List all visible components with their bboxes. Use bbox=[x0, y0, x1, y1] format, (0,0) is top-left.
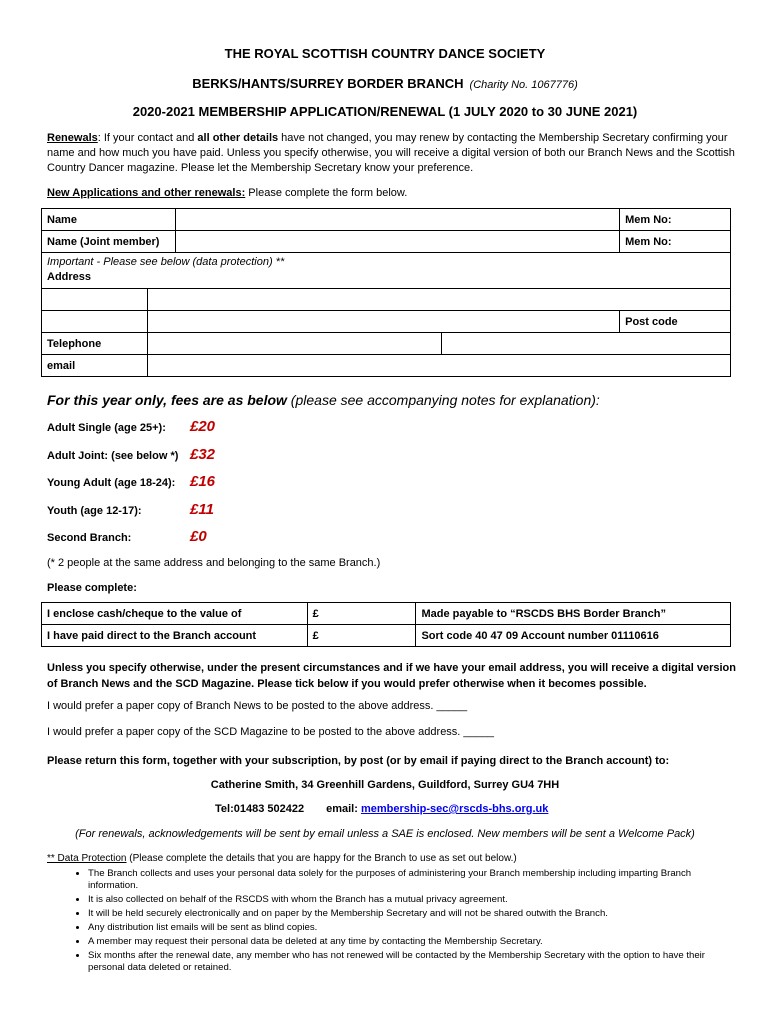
fee-label: Adult Joint: (see below *) bbox=[47, 450, 179, 462]
name-field[interactable] bbox=[175, 209, 619, 231]
list-item: • The Branch collects and uses your personal data solely for the purposes of administering your Branch membership including imparting Branch information. bbox=[88, 868, 728, 892]
renewals-paragraph bbox=[47, 131, 737, 176]
data-protection-heading bbox=[47, 853, 517, 864]
fee-row bbox=[47, 528, 207, 545]
fees-heading-rest: (please see accompanying notes for explanation): bbox=[286, 392, 600, 408]
name-label: Name bbox=[42, 209, 176, 231]
form-title: 2020-2021 MEMBERSHIP APPLICATION/RENEWAL (1 JULY 2020 to 30 JUNE 2021) bbox=[132, 104, 638, 119]
address-field[interactable] bbox=[147, 289, 730, 311]
branch-name: BERKS/HANTS/SURREY BORDER BRANCH bbox=[192, 76, 464, 91]
payment-cash-detail: Made payable to “RSCDS BHS Border Branch” bbox=[416, 603, 731, 625]
branch-title bbox=[0, 76, 770, 91]
fees-heading bbox=[47, 392, 600, 408]
member-details-table bbox=[41, 208, 731, 377]
list-item: • A member may request their personal data be deleted at any time by contacting the Membership Secretary. bbox=[88, 936, 728, 948]
new-applications-text: Please complete the form below. bbox=[245, 187, 408, 199]
return-address: Catherine Smith, 34 Greenhill Gardens, Guildford, Surrey GU4 7HH bbox=[210, 779, 560, 791]
return-telephone: Tel:01483 502422 bbox=[215, 803, 305, 815]
address-label: Address bbox=[47, 271, 92, 283]
return-instruction: Please return this form, together with your subscription, by post (or by email if paying direct to the Branch account) to: bbox=[47, 755, 670, 767]
data-protection-label: ** Data Protection bbox=[47, 853, 127, 864]
telephone-label: Telephone bbox=[42, 333, 148, 355]
charity-number: (Charity No. 1067776) bbox=[469, 79, 578, 91]
email-label: email bbox=[42, 355, 148, 377]
email-field[interactable] bbox=[147, 355, 730, 377]
address-blank-cell bbox=[42, 289, 148, 311]
list-item: • Six months after the renewal date, any member who has not renewed will be contacted by the Membership Secretary with the option to have their personal data deleted or retained. bbox=[88, 950, 728, 974]
please-complete-label: Please complete: bbox=[47, 582, 137, 594]
list-item: • It is also collected on behalf of the RSCDS with whom the Branch has a mutual privacy agreement. bbox=[88, 894, 728, 906]
payment-cash-label: I enclose cash/cheque to the value of bbox=[42, 603, 308, 625]
return-email-link[interactable]: membership-sec@rscds-bhs.org.uk bbox=[360, 803, 549, 815]
fees-heading-bold: For this year only, fees are as below bbox=[47, 392, 287, 408]
fee-amount: £20 bbox=[190, 418, 216, 435]
address-line-field[interactable] bbox=[147, 311, 619, 333]
renewals-label: Renewals bbox=[47, 132, 98, 144]
postcode-blank-cell bbox=[42, 311, 148, 333]
acknowledgement-note: (For renewals, acknowledgements will be sent by email unless a SAE is enclosed. New members will be sent a Welcome Pack) bbox=[75, 828, 695, 840]
payment-direct-label: I have paid direct to the Branch account bbox=[42, 625, 308, 647]
joint-name-field[interactable] bbox=[175, 231, 619, 253]
joint-mem-no-label: Mem No: bbox=[620, 231, 731, 253]
fee-row bbox=[47, 501, 214, 518]
paper-magazine-option[interactable]: I would prefer a paper copy of the SCD Magazine to be posted to the above address. _____ bbox=[47, 726, 495, 738]
postcode-label: Post code bbox=[620, 311, 731, 333]
fees-footnote: (* 2 people at the same address and belonging to the same Branch.) bbox=[47, 557, 381, 569]
telephone-field-2[interactable] bbox=[442, 333, 731, 355]
new-applications-label: New Applications and other renewals: bbox=[47, 187, 246, 199]
fee-amount: £0 bbox=[190, 528, 207, 545]
payment-cash-amount-field[interactable]: £ bbox=[307, 603, 416, 625]
fee-label: Youth (age 12-17): bbox=[47, 505, 142, 517]
mem-no-label: Mem No: bbox=[620, 209, 731, 231]
data-protection-intro: (Please complete the details that you are happy for the Branch to use as set out below.) bbox=[126, 853, 517, 864]
fee-row bbox=[47, 473, 216, 490]
fee-row bbox=[47, 446, 216, 463]
return-contact bbox=[215, 803, 548, 815]
joint-name-label: Name (Joint member) bbox=[42, 231, 176, 253]
telephone-field[interactable] bbox=[147, 333, 442, 355]
paper-news-option[interactable]: I would prefer a paper copy of Branch News to be posted to the above address. _____ bbox=[47, 700, 468, 712]
payment-direct-detail: Sort code 40 47 09 Account number 01110616 bbox=[416, 625, 731, 647]
fee-label: Second Branch: bbox=[47, 532, 132, 544]
digital-notice: Unless you specify otherwise, under the present circumstances and if we have your email address, you will receive a digital version of Branch News and the SCD Magazine. Please tick below if you would prefer otherwise when it becomes possible. bbox=[47, 662, 736, 690]
fee-amount: £32 bbox=[190, 446, 216, 463]
data-protection-note: Important - Please see below (data protection) ** bbox=[47, 256, 285, 268]
list-item: • It will be held securely electronically and on paper by the Membership Secretary and will not be shared outwith the Branch. bbox=[88, 908, 728, 920]
renewals-text-1: : If your contact and bbox=[97, 132, 198, 144]
fee-label: Young Adult (age 18-24): bbox=[47, 477, 176, 489]
fee-label: Adult Single (age 25+): bbox=[47, 422, 166, 434]
payment-direct-amount-field[interactable]: £ bbox=[307, 625, 416, 647]
return-email-label: email: bbox=[326, 803, 361, 815]
payment-table bbox=[41, 602, 731, 647]
renewals-bold: all other details bbox=[197, 132, 279, 144]
fee-row bbox=[47, 418, 216, 435]
list-item: • Any distribution list emails will be sent as blind copies. bbox=[88, 922, 728, 934]
society-title: THE ROYAL SCOTTISH COUNTRY DANCE SOCIETY bbox=[224, 46, 546, 61]
fee-amount: £16 bbox=[190, 473, 216, 490]
fee-amount: £11 bbox=[190, 501, 214, 518]
address-header-cell bbox=[42, 253, 731, 289]
data-protection-list bbox=[62, 868, 728, 976]
renewals-text-2: have not changed, you may renew by contacting the Membership Secretary confirming your name and how much you have paid. Unless you specify otherwise, you will receive a digital version of both our Branch News and the Scottish Country Dancer magazine. Please let the Membership Secretary know your preference. bbox=[47, 132, 735, 174]
new-applications-line bbox=[47, 186, 737, 201]
